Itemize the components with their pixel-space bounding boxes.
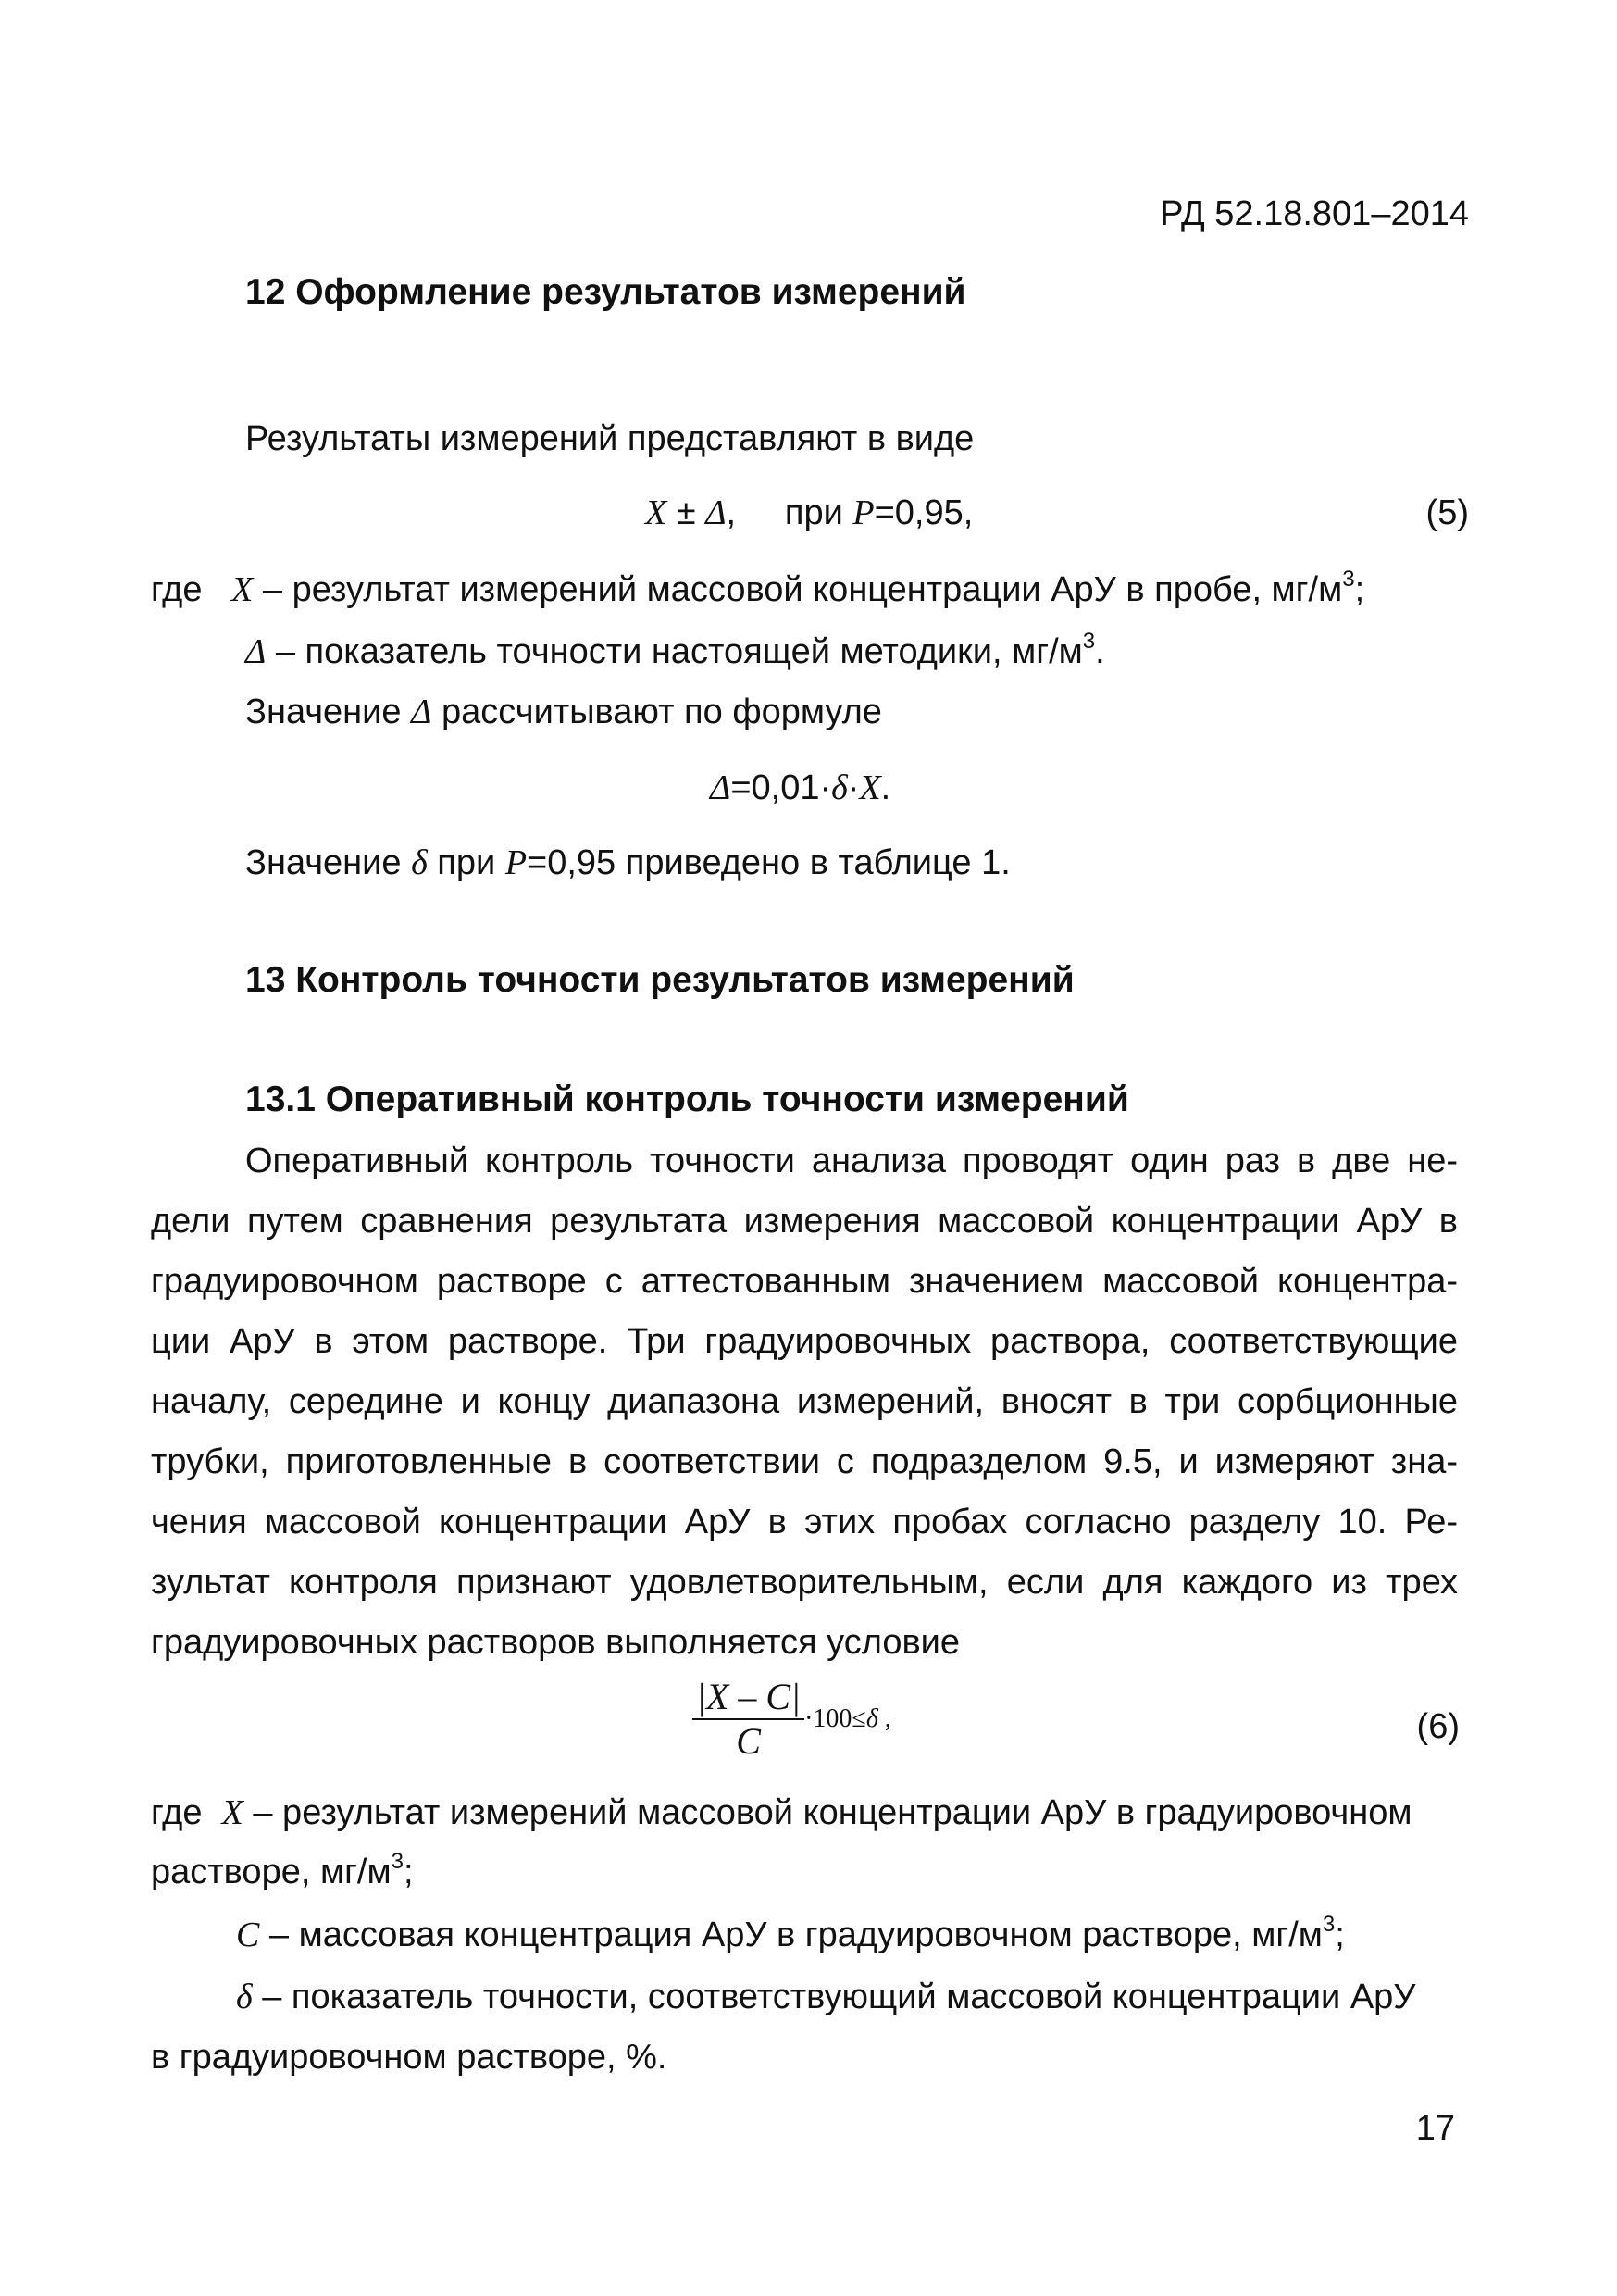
def-delta-text: – показатель точности настоящей методики, мг/м: [266, 632, 1083, 671]
def-x6-variable: X: [221, 1793, 243, 1832]
paragraph-line: градуировочных растворов выполняется условие: [151, 1623, 961, 1662]
formula-5-value: =0,95,: [874, 493, 974, 532]
formula-6-numerator: |X – C|: [692, 1678, 804, 1720]
table-delta-variable: δ: [411, 843, 428, 882]
def-c-variable: C: [236, 1915, 260, 1954]
formula-5-number: (5): [1425, 493, 1469, 532]
definition-x6-line: [151, 1795, 1412, 1830]
def-x-variable: X: [231, 570, 254, 609]
section-13-1-paragraph: [151, 1143, 1458, 1685]
calc-delta-line: [245, 694, 882, 730]
formula-6-number: (6): [1416, 1707, 1460, 1746]
formula-6-delta: δ: [865, 1704, 878, 1733]
def-x-end: ;: [1354, 570, 1365, 609]
def-delta-variable: Δ: [245, 632, 267, 671]
table-p-variable: P: [504, 843, 528, 882]
document-code: РД 52.18.801–2014: [1160, 194, 1469, 233]
def-delta6-variable: δ: [236, 1978, 253, 2016]
formula-5-p: P: [852, 493, 875, 532]
formula-6-multiplier: ·100≤: [804, 1704, 866, 1733]
def-delta-end: .: [1095, 632, 1105, 671]
formula-6-end: ,: [877, 1704, 891, 1733]
definition-delta6-line: [236, 1979, 1415, 2015]
table-pre: Значение: [245, 843, 412, 882]
paragraph-line: ции АрУ в этом растворе. Три градуировочных раствора, соответствующие: [151, 1322, 1458, 1361]
formula-5-pm: ±: [666, 493, 706, 532]
formula-5-x: X: [645, 493, 667, 532]
formula-6-fraction: [692, 1678, 804, 1761]
calc-pre: Значение: [245, 693, 412, 731]
section-13-1-heading: 13.1 Оперативный контроль точности измерений: [245, 1079, 1129, 1119]
section-12-intro: Результаты измерений представляют в виде: [245, 419, 975, 458]
paragraph-line: трубки, приготовленные в соответствии с подразделом 9.5, и измеряют зна-: [151, 1442, 1458, 1481]
paragraph-line: дели путем сравнения результата измерения массовой концентрации АрУ в: [151, 1202, 1458, 1241]
calc-delta-variable: Δ: [411, 693, 432, 731]
paragraph-line: зультат контроля признают удовлетворительным, если для каждого из трех: [151, 1563, 1458, 1602]
page-number: 17: [1415, 2109, 1455, 2148]
definition-delta-line: [245, 629, 1105, 671]
def-x6-text-2: растворе, мг/м: [151, 1853, 392, 1891]
formula-6-denominator: C: [736, 1720, 761, 1762]
def-x6-superscript: 3: [391, 1849, 404, 1875]
formula-delta: [710, 770, 890, 805]
formula-delta-x: X: [859, 768, 881, 807]
formula-delta-mid: =0,01·: [730, 768, 832, 807]
paragraph-line: градуировочном растворе с аттестованным значением массовой концентра-: [151, 1262, 1458, 1301]
def-x6-end: ;: [403, 1853, 414, 1891]
definition-delta6-line-2: в градуировочном растворе, %.: [151, 2038, 667, 2077]
where-label: где: [151, 1793, 203, 1832]
paragraph-line: Оперативный контроль точности анализа проводят один раз в две не-: [245, 1142, 1458, 1180]
def-c-text: – массовая концентрация АрУ в градуировочном растворе, мг/м: [259, 1915, 1323, 1954]
table-reference-line: [245, 845, 1011, 880]
def-x-superscript: 3: [1342, 567, 1355, 593]
formula-5-pri: , при: [726, 493, 853, 532]
table-mid: при: [427, 843, 505, 882]
calc-post: рассчитывают по формуле: [431, 693, 882, 731]
formula-delta-dot: ·: [847, 768, 860, 807]
paragraph-line: началу, середине и концу диапазона измерений, вносят в три сорбционные: [151, 1382, 1458, 1421]
def-x-text: – результат измерений массовой концентрации АрУ в пробе, мг/м: [253, 570, 1343, 609]
formula-6: [692, 1678, 891, 1761]
table-post: =0,95 приведено в таблице 1.: [527, 843, 1011, 882]
definition-x-line: [151, 567, 1365, 609]
paragraph-line: чения массовой концентрации АрУ в этих пробах согласно разделу 10. Ре-: [151, 1503, 1458, 1541]
def-c-superscript: 3: [1322, 1912, 1336, 1938]
def-delta6-text: – показатель точности, соответствующий массовой концентрации АрУ: [252, 1978, 1416, 2016]
formula-5: [645, 495, 973, 530]
definition-c-line: [236, 1912, 1345, 1954]
formula-delta-end: .: [880, 768, 891, 807]
section-12-heading: 12 Оформление результатов измерений: [245, 272, 966, 312]
definition-x6-line-2: [151, 1849, 414, 1891]
where-label: где: [151, 570, 203, 609]
def-delta-superscript: 3: [1082, 629, 1096, 655]
formula-delta-delta: δ: [831, 768, 848, 807]
formula-5-delta: Δ: [705, 493, 727, 532]
def-c-end: ;: [1335, 1915, 1345, 1954]
formula-delta-d: Δ: [710, 768, 731, 807]
section-13-heading: 13 Контроль точности результатов измерений: [245, 960, 1075, 1000]
def-x6-text: – результат измерений массовой концентрации АрУ в градуировочном: [243, 1793, 1412, 1832]
